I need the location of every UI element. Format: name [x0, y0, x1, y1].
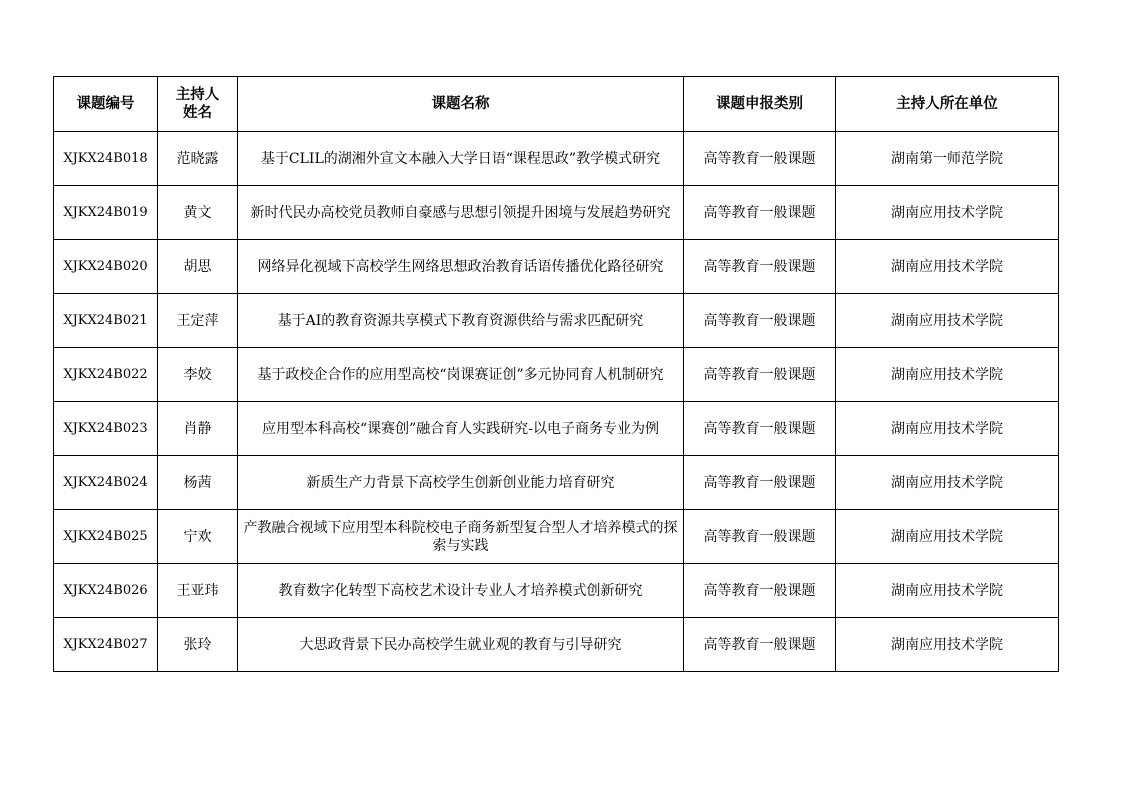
cell-code: XJKX24B027: [54, 618, 158, 672]
cell-code: XJKX24B023: [54, 402, 158, 456]
cell-title: 产教融合视域下应用型本科院校电子商务新型复合型人才培养模式的探索与实践: [238, 510, 684, 564]
project-table: [53, 76, 1059, 672]
table-row: [54, 186, 1059, 240]
table-body: [54, 132, 1059, 672]
table-row: [54, 402, 1059, 456]
cell-host: 胡思: [158, 240, 238, 294]
cell-category: 高等教育一般课题: [684, 240, 836, 294]
cell-unit: 湖南应用技术学院: [836, 294, 1059, 348]
cell-code: XJKX24B025: [54, 510, 158, 564]
cell-unit: 湖南应用技术学院: [836, 186, 1059, 240]
cell-category: 高等教育一般课题: [684, 132, 836, 186]
cell-host: 王亚玮: [158, 564, 238, 618]
header-unit: 主持人所在单位: [836, 77, 1059, 132]
cell-code: XJKX24B022: [54, 348, 158, 402]
cell-title: 大思政背景下民办高校学生就业观的教育与引导研究: [238, 618, 684, 672]
table-row: [54, 618, 1059, 672]
table-row: [54, 456, 1059, 510]
cell-title: 网络异化视域下高校学生网络思想政治教育话语传播优化路径研究: [238, 240, 684, 294]
cell-category: 高等教育一般课题: [684, 456, 836, 510]
table-header: [54, 77, 1059, 132]
cell-title: 新质生产力背景下高校学生创新创业能力培育研究: [238, 456, 684, 510]
cell-code: XJKX24B021: [54, 294, 158, 348]
cell-host: 肖静: [158, 402, 238, 456]
cell-unit: 湖南应用技术学院: [836, 240, 1059, 294]
cell-code: XJKX24B024: [54, 456, 158, 510]
cell-unit: 湖南第一师范学院: [836, 132, 1059, 186]
table-row: [54, 294, 1059, 348]
cell-category: 高等教育一般课题: [684, 510, 836, 564]
cell-unit: 湖南应用技术学院: [836, 564, 1059, 618]
table-row: [54, 348, 1059, 402]
cell-title: 基于政校企合作的应用型高校“岗课赛证创”多元协同育人机制研究: [238, 348, 684, 402]
header-host: 主持人 姓名: [158, 77, 238, 132]
cell-host: 黄文: [158, 186, 238, 240]
cell-host: 张玲: [158, 618, 238, 672]
cell-unit: 湖南应用技术学院: [836, 618, 1059, 672]
table-row: [54, 240, 1059, 294]
cell-code: XJKX24B018: [54, 132, 158, 186]
cell-category: 高等教育一般课题: [684, 402, 836, 456]
cell-category: 高等教育一般课题: [684, 348, 836, 402]
cell-unit: 湖南应用技术学院: [836, 456, 1059, 510]
cell-unit: 湖南应用技术学院: [836, 348, 1059, 402]
cell-code: XJKX24B020: [54, 240, 158, 294]
table-row: [54, 132, 1059, 186]
cell-unit: 湖南应用技术学院: [836, 510, 1059, 564]
cell-host: 李姣: [158, 348, 238, 402]
header-category: 课题申报类别: [684, 77, 836, 132]
cell-title: 教育数字化转型下高校艺术设计专业人才培养模式创新研究: [238, 564, 684, 618]
cell-title: 基于CLIL的湖湘外宣文本融入大学日语“课程思政”教学模式研究: [238, 132, 684, 186]
table-row: [54, 510, 1059, 564]
cell-category: 高等教育一般课题: [684, 564, 836, 618]
cell-host: 杨茜: [158, 456, 238, 510]
table-row: [54, 564, 1059, 618]
header-title: 课题名称: [238, 77, 684, 132]
cell-host: 宁欢: [158, 510, 238, 564]
cell-title: 基于AI的教育资源共享模式下教育资源供给与需求匹配研究: [238, 294, 684, 348]
cell-host: 王定萍: [158, 294, 238, 348]
cell-host: 范晓露: [158, 132, 238, 186]
cell-code: XJKX24B026: [54, 564, 158, 618]
header-code: 课题编号: [54, 77, 158, 132]
header-row: [54, 77, 1059, 132]
cell-code: XJKX24B019: [54, 186, 158, 240]
cell-title: 应用型本科高校“课赛创”融合育人实践研究-以电子商务专业为例: [238, 402, 684, 456]
cell-category: 高等教育一般课题: [684, 618, 836, 672]
cell-unit: 湖南应用技术学院: [836, 402, 1059, 456]
cell-title: 新时代民办高校党员教师自豪感与思想引领提升困境与发展趋势研究: [238, 186, 684, 240]
cell-category: 高等教育一般课题: [684, 186, 836, 240]
cell-category: 高等教育一般课题: [684, 294, 836, 348]
